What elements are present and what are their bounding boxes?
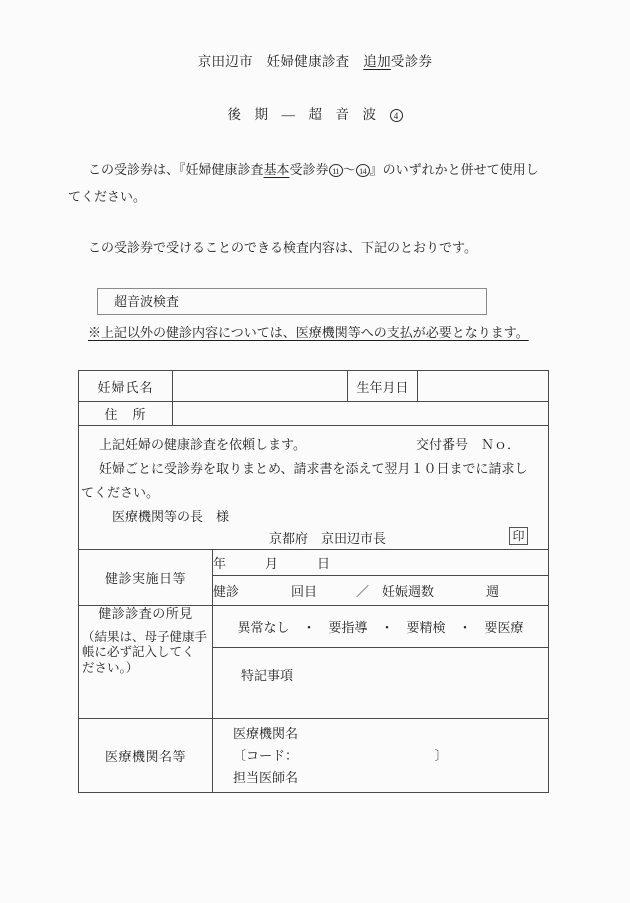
intro-line1-tilde: ～ xyxy=(342,162,356,177)
intro-line-1 xyxy=(68,156,568,183)
title-underlined: 追加 xyxy=(363,54,391,69)
subtitle-text: 後 期 ― 超 音 波 xyxy=(227,107,390,122)
institution-code-line: 〔コード： 〕 xyxy=(233,747,448,763)
exam-intro-paragraph: この受診券で受けることのできる検査内容は、下記のとおりです。 xyxy=(88,240,477,255)
circled-number-11: 11 xyxy=(329,164,343,177)
row-request xyxy=(79,426,549,550)
institution-name-line: 医療機関名 xyxy=(233,725,299,741)
request-statement: 上記妊婦の健康診査を依頼します。 xyxy=(99,437,306,452)
issue-number-label: 交付番号 Ｎｏ． xyxy=(415,437,520,452)
document-subtitle xyxy=(0,106,630,124)
intro-line1-underlined: 基本 xyxy=(263,162,290,177)
circled-number-4: 4 xyxy=(390,109,403,122)
request-text-cell xyxy=(79,426,549,550)
mayor-signature-line: 京都府 京田辺市長 xyxy=(269,531,387,546)
findings-note-line-2: 帳に必ず記入してく xyxy=(82,645,195,660)
findings-options-cell: 異常なし ・ 要指導 ・ 要精検 ・ 要医療 xyxy=(213,606,549,648)
findings-label: 健診診査の所見 xyxy=(98,606,193,621)
request-line-1 xyxy=(79,433,548,457)
row-institution xyxy=(79,719,549,793)
birthdate-label-cell: 生年月日 xyxy=(348,371,418,402)
row-name xyxy=(79,371,549,402)
payment-note: ※上記以外の健診内容については、医療機関等への支払が必要となります。 xyxy=(88,325,529,340)
exam-content-label: 超音波検査 xyxy=(114,294,180,309)
title-post: 受診券 xyxy=(390,54,433,69)
row-exam-date-1 xyxy=(79,550,549,576)
visit-count-fields: 健診 回目 ／ 妊娠週数 週 xyxy=(213,576,549,606)
document-title xyxy=(0,53,630,71)
address-value-cell xyxy=(173,402,549,426)
row-findings-1 xyxy=(79,606,549,648)
findings-label-cell xyxy=(79,606,213,719)
institution-value-cell xyxy=(213,719,549,793)
voucher-form-table xyxy=(78,370,549,793)
name-label-cell: 妊婦氏名 xyxy=(79,371,173,402)
exam-date-fields: 年 月 日 xyxy=(213,550,549,576)
findings-note-line-1: （結果は、母子健康手 xyxy=(82,630,208,644)
row-address xyxy=(79,402,549,426)
request-line-3: てください。 xyxy=(81,485,160,500)
birthdate-value-cell xyxy=(418,371,549,402)
seal-mark: 印 xyxy=(509,527,528,545)
addressee-line: 医療機関等の長 様 xyxy=(112,509,230,524)
findings-note-line-3: ださい。） xyxy=(82,660,139,675)
name-value-cell xyxy=(173,371,348,402)
circled-number-14: 14 xyxy=(356,164,370,177)
title-pre: 京田辺市 妊婦健康診査 xyxy=(197,54,364,69)
intro-paragraph xyxy=(68,156,568,210)
intro-line1-post: 』のいずれかと併せて使用し xyxy=(369,162,539,177)
special-remarks-cell: 特記事項 xyxy=(213,648,549,719)
institution-label-cell: 医療機関名等 xyxy=(79,719,213,793)
request-line-2: 妊婦ごとに受診券を取りまとめ、請求書を添えて翌月１０日までに請求し xyxy=(99,461,528,476)
doctor-name-line: 担当医師名 xyxy=(233,769,299,785)
exam-content-box xyxy=(97,288,487,315)
address-label-cell: 住 所 xyxy=(79,402,173,426)
intro-line1-mid: 受診券 xyxy=(289,162,329,177)
exam-date-label-cell: 健診実施日等 xyxy=(79,550,213,606)
intro-line-2: てください。 xyxy=(68,189,147,204)
intro-line1-pre: この受診券は、『妊婦健康診査 xyxy=(88,162,264,177)
